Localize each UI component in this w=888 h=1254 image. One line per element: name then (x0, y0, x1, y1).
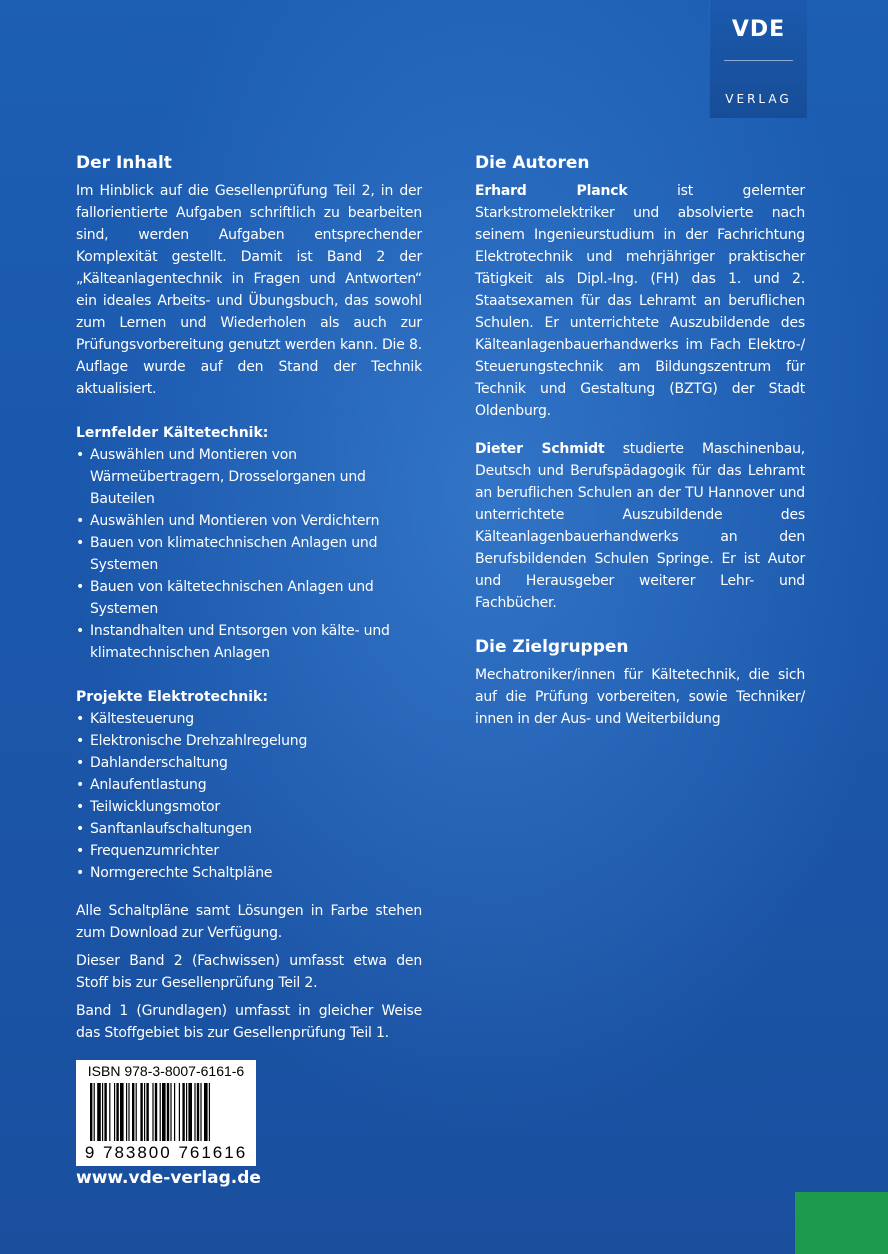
note-download: Alle Schaltpläne samt Lösungen in Farbe stehen zum Download zur Verfügung. (76, 903, 422, 941)
inhalt-heading: Der Inhalt (76, 153, 172, 173)
left-column (76, 152, 422, 1044)
lernfelder-list (76, 444, 422, 664)
list-item: • Kältesteuerung (76, 708, 422, 730)
list-item: • Normgerechte Schaltpläne (76, 862, 422, 884)
zielgruppen-heading: Die Zielgruppen (475, 637, 629, 657)
author1-text: ist gelernter Starkstromelektriker und absolvierte nach seinem Ingenieurstudium in der Fachrichtung Elektrotechnik und mehrjähriger praktischer Tätigkeit als Dipl.-Ing. (FH) das 1. und 2. Staatsexamen für das Lehramt an beruflichen Schulen. Er unterrichtete Auszubildende des Kälteanlagenbauerhandwerks im Fach Elektro-/ Steuerungstechnik am Bildungszentrum für Technik und Gestaltung (BZTG) der Stadt Oldenburg. (475, 183, 805, 419)
list-item: • Sanftanlaufschaltungen (76, 818, 422, 840)
author2-bio (475, 438, 805, 614)
vde-logo: VDE (731, 17, 786, 42)
list-item: • Dahlanderschaltung (76, 752, 422, 774)
list-item: • Elektronische Drehzahlregelung (76, 730, 422, 752)
zielgruppen-text: Mechatroniker/innen für Kältetechnik, die sich auf die Prüfung vorbereiten, sowie Techniker/ innen in der Aus- und Weiterbildung (475, 667, 805, 727)
list-item: • Auswählen und Montieren von Verdichtern (76, 510, 422, 532)
projekte-list (76, 708, 422, 884)
autoren-heading: Die Autoren (475, 153, 590, 173)
logo-divider (724, 60, 793, 61)
list-item: • Anlaufentlastung (76, 774, 422, 796)
author2-text: studierte Maschinenbau, Deutsch und Berufspädagogik für das Lehramt an beruflichen Schulen an der TU Hannover und unterrichtete Auszubildende des Kälteanlagenbauerhandwerks an den Berufsbildenden Schulen Springe. Er ist Autor und Herausgeber weiterer Lehr- und Fachbücher. (475, 441, 805, 611)
ean-number: 9 783800 761616 (84, 1143, 248, 1162)
author2-name: Dieter Schmidt (475, 441, 605, 457)
list-item: • Bauen von kältetechnischen Anlagen und Systemen (76, 576, 422, 620)
right-column (475, 152, 805, 730)
publisher-logo-badge (709, 0, 807, 118)
projekte-heading: Projekte Elektrotechnik: (76, 689, 268, 705)
note-band2: Dieser Band 2 (Fachwissen) umfasst etwa den Stoff bis zur Gesellenprüfung Teil 2. (76, 953, 422, 991)
list-item: • Teilwicklungsmotor (76, 796, 422, 818)
author1-name: Erhard Planck (475, 183, 628, 199)
verlag-label: VERLAG (725, 92, 792, 106)
isbn-number: ISBN 978-3-8007-6161-6 (87, 1063, 245, 1079)
green-corner-block (795, 1192, 888, 1254)
lernfelder-heading: Lernfelder Kältetechnik: (76, 425, 269, 441)
inhalt-text: Im Hinblick auf die Gesellenprüfung Teil 2, in der fallorientierte Aufgaben schriftlich zu bearbeiten sind, werden Aufgaben entsprechender Komplexität gestellt. Damit ist Band 2 der „Kälteanlagentechnik in Fragen und Antworten“ ein ideales Arbeits- und Übungsbuch, das sowohl zum Lernen und Wiederholen als auch zur Prüfungsvorbereitung genutzt werden kann. Die 8. Auflage wurde auf den Stand der Technik aktualisiert. (76, 183, 422, 397)
isbn-barcode (76, 1060, 256, 1166)
author1-bio (475, 180, 805, 422)
list-item: • Instandhalten und Entsorgen von kälte- und klimatechnischen Anlagen (76, 620, 422, 664)
barcode-bars-icon (90, 1083, 248, 1141)
note-band1: Band 1 (Grundlagen) umfasst in gleicher Weise das Stoffgebiet bis zur Gesellenprüfung Teil 1. (76, 1003, 422, 1041)
list-item: • Frequenzumrichter (76, 840, 422, 862)
website-link[interactable]: www.vde-verlag.de (76, 1168, 261, 1188)
list-item: • Auswählen und Montieren von Wärmeübertragern, Drosselorganen und Bauteilen (76, 444, 422, 510)
list-item: • Bauen von klimatechnischen Anlagen und Systemen (76, 532, 422, 576)
